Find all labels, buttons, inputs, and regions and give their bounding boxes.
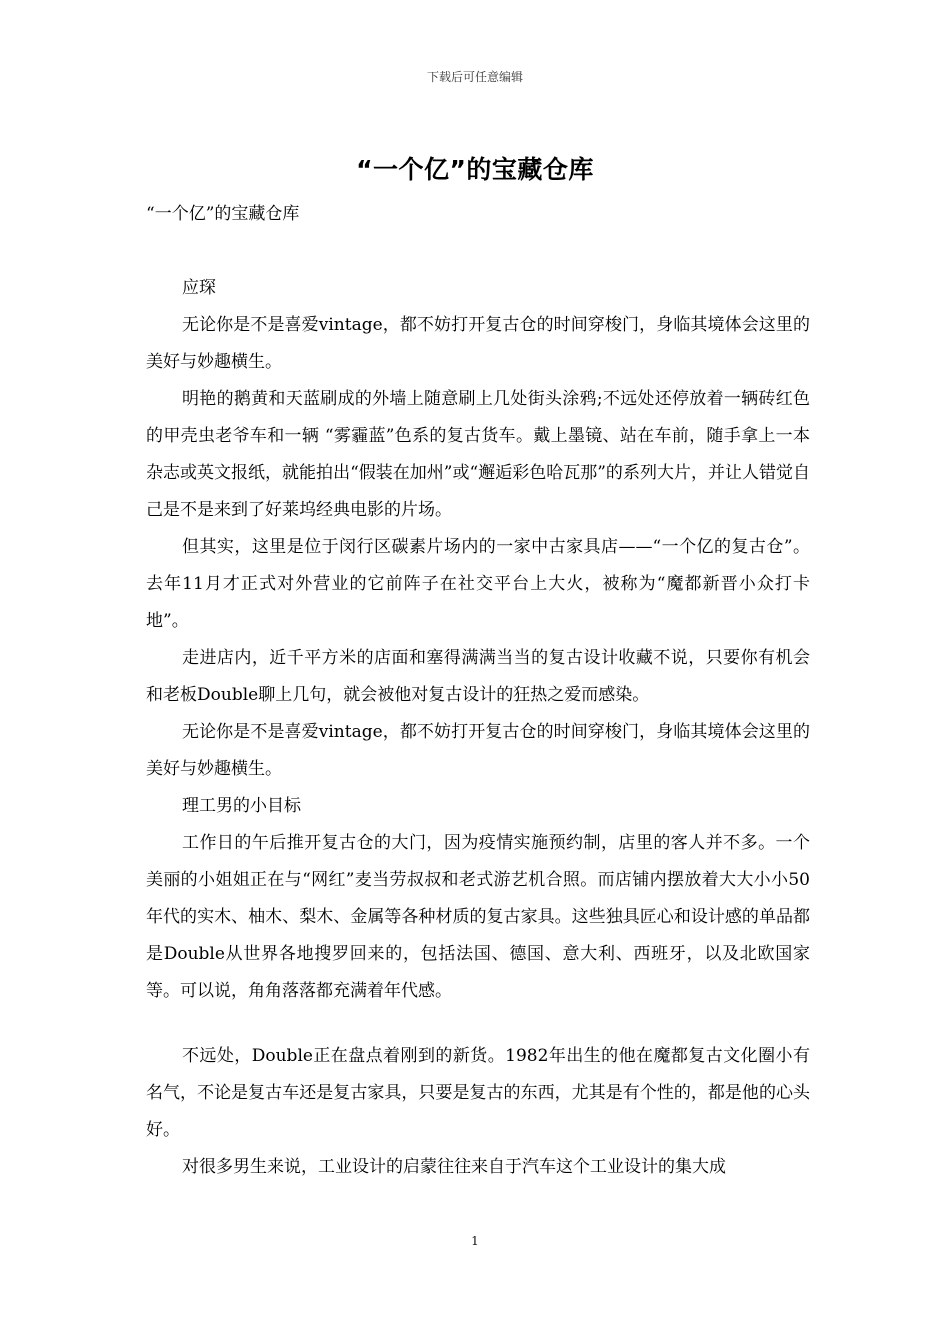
page-header-note: 下载后可任意编辑	[426, 70, 523, 84]
author-paragraph: 应琛	[182, 278, 216, 298]
body-paragraph: 不远处，Double正在盘点着刚到的新货。1982年出生的他在魔都复古文化圈小有名气，不论是复古车还是复古家具，只要是复古的东西，尤其是有个性的，都是他的心头好。	[146, 1046, 810, 1140]
body-paragraph: 对很多男生来说，工业设计的启蒙往往来自于汽车这个工业设计的集大成	[182, 1157, 726, 1177]
body-paragraph: 明艳的鹅黄和天蓝刷成的外墙上随意刷上几处街头涂鸦;不远处还停放着一辆砖红色的甲壳虫老爷车和一辆 “雾霾蓝”色系的复古货车。戴上墨镜、站在车前，随手拿上一本杂志或英文报纸，就能拍出“假装在加州”或“邂逅彩色哈瓦那”的系列大片，并让人错觉自己是不是来到了好莱坞经典电影的片场。	[146, 389, 810, 520]
body-paragraph: 无论你是不是喜爱vintage，都不妨打开复古仓的时间穿梭门，身临其境体会这里的美好与妙趣横生。	[146, 722, 810, 779]
subtitle-paragraph: “一个亿”的宝藏仓库	[146, 204, 300, 224]
body-paragraph: 走进店内，近千平方米的店面和塞得满满当当的复古设计收藏不说，只要你有机会和老板Double聊上几句，就会被他对复古设计的狂热之爱而感染。	[146, 648, 810, 705]
body-paragraph: 工作日的午后推开复古仓的大门，因为疫情实施预约制，店里的客人并不多。一个美丽的小姐姐正在与“网红”麦当劳叔叔和老式游艺机合照。而店铺内摆放着大大小小50年代的实木、柚木、梨木、金属等各种材质的复古家具。这些独具匠心和设计感的单品都是Double从世界各地搜罗回来的，包括法国、德国、意大利、西班牙，以及北欧国家等。可以说，角角落落都充满着年代感。	[146, 833, 810, 1001]
body-paragraph: 无论你是不是喜爱vintage，都不妨打开复古仓的时间穿梭门，身临其境体会这里的美好与妙趣横生。	[146, 315, 810, 372]
document-body	[146, 196, 810, 1186]
body-paragraph: 但其实，这里是位于闵行区碳素片场内的一家中古家具店——“一个亿的复古仓”。去年11月才正式对外营业的它前阵子在社交平台上大火，被称为“魔都新晋小众打卡地”。	[146, 537, 810, 631]
section-heading: 理工男的小目标	[182, 796, 301, 816]
page-number: 1	[471, 1234, 479, 1248]
document-title: “一个亿”的宝藏仓库	[356, 155, 594, 184]
